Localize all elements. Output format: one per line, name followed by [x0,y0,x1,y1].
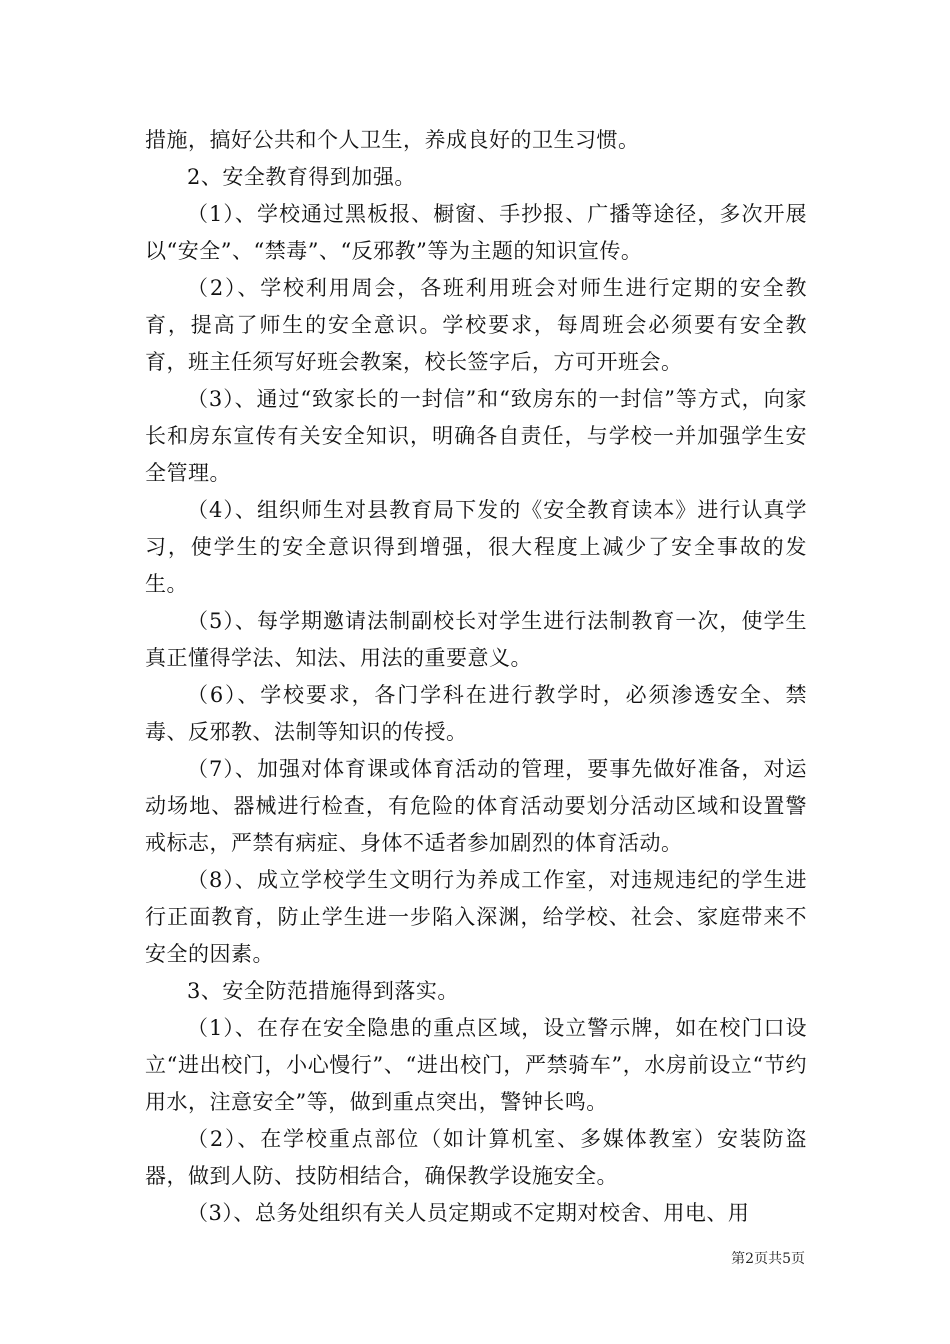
paragraph-2-5: （5）、每学期邀请法制副校长对学生进行法制教育一次，使学生真正懂得学法、知法、用法的重要意义。 [145,609,807,670]
paragraph-2-4: （4）、组织师生对县教育局下发的《安全教育读本》进行认真学习，使学生的安全意识得到增强，很大程度上减少了安全事故的发生。 [145,498,807,596]
paragraph-2-1: （1）、学校通过黑板报、橱窗、手抄报、广播等途径，多次开展以“安全”、“禁毒”、“反邪教”等为主题的知识宣传。 [145,202,807,263]
paragraph-3-3: （3）、总务处组织有关人员定期或不定期对校舍、用电、用 [187,1201,750,1225]
section-heading-2: 2、安全教育得到加强。 [187,165,416,189]
paragraph-2-3: （3）、通过“致家长的一封信”和“致房东的一封信”等方式，向家长和房东宣传有关安全知识，明确各自责任，与学校一并加强学生安全管理。 [145,387,807,485]
paragraph-3-1: （1）、在存在安全隐患的重点区域，设立警示牌，如在校门口设立“进出校门，小心慢行”、“进出校门，严禁骑车”，水房前设立“节约用水，注意安全”等，做到重点突出，警钟长鸣。 [145,1016,807,1114]
paragraph-2-6: （6）、学校要求，各门学科在进行教学时，必须渗透安全、禁毒、反邪教、法制等知识的传授。 [145,683,807,744]
paragraph-2-8: （8）、成立学校学生文明行为养成工作室，对违规违纪的学生进行正面教育，防止学生进一步陷入深渊，给学校、社会、家庭带来不安全的因素。 [145,868,807,966]
paragraph-3-2: （2）、在学校重点部位（如计算机室、多媒体教室）安装防盗器，做到人防、技防相结合，确保教学设施安全。 [145,1127,807,1188]
page-number-footer: 第2页共5页 [731,1251,805,1267]
section-heading-3: 3、安全防范措施得到落实。 [187,979,459,1003]
paragraph-2-7: （7）、加强对体育课或体育活动的管理，要事先做好准备，对运动场地、器械进行检查，有危险的体育活动要划分活动区域和设置警戒标志，严禁有病症、身体不适者参加剧烈的体育活动。 [145,757,807,855]
document-body [145,122,807,1232]
paragraph-continuation: 措施，搞好公共和个人卫生，养成良好的卫生习惯。 [145,128,640,152]
paragraph-2-2: （2）、学校利用周会，各班利用班会对师生进行定期的安全教育，提高了师生的安全意识。学校要求，每周班会必须要有安全教育，班主任须写好班会教案，校长签字后，方可开班会。 [145,276,807,374]
